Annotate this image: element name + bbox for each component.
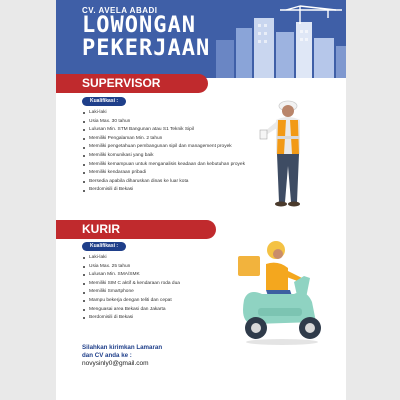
list-item: Memiliki Pengalaman Min. 2 tahun (82, 135, 262, 144)
list-item: Mampu bekerja dengan teliti dan cepat (82, 297, 262, 306)
qualification-pill (82, 242, 126, 251)
list-item: Memiliki Smartphone (82, 288, 262, 297)
list-item: Memiliki kendaraan pribadi (82, 169, 262, 178)
qualification-label: Kualifikasi : (90, 98, 119, 104)
qualification-pill (82, 97, 126, 106)
headline-line-2: PEKERJAAN (82, 36, 211, 61)
section-header-supervisor (56, 74, 208, 93)
section-title: KURIR (82, 222, 120, 236)
contact-email[interactable]: novysinly0@gmail.com (82, 360, 149, 367)
qualification-label: Kualifikasi : (90, 243, 119, 249)
list-item: Laki-laki (82, 109, 262, 118)
list-item: Lulusan Min. SMA/SMK (82, 271, 262, 280)
city-skyline-icon (196, 0, 346, 78)
supervisor-illustration-icon (256, 96, 316, 212)
company-name: CV. AVELA ABADI (82, 6, 158, 15)
headline-line-1: LOWONGAN (82, 13, 196, 38)
list-item: Memiliki SIM C aktif & kendaraan roda dua (82, 280, 262, 289)
list-item: Berdomisili di Bekasi (82, 314, 262, 323)
list-item: Usia Max. 30 tahun (82, 118, 262, 127)
contact-line-2: dan CV anda ke : (82, 351, 132, 359)
list-item: Usia Max. 25 tahun (82, 263, 262, 272)
contact-line-1: Silahkan kirimkan Lamaran (82, 344, 163, 351)
list-item: Laki-laki (82, 254, 262, 263)
job-poster (56, 0, 346, 400)
section-title: SUPERVISOR (82, 76, 161, 90)
contact-instructions (82, 344, 162, 359)
list-item: Bersedia apabila diharuskan dinas ke luar kota (82, 178, 262, 187)
list-item: Memiliki komunikasi yang baik (82, 152, 262, 161)
list-item: Menguasai area Bekasi dan Jakarta (82, 306, 262, 315)
list-item: Berdomisili di Bekasi (82, 186, 262, 195)
courier-scooter-illustration-icon (232, 238, 332, 346)
construction-crane-icon (280, 6, 342, 24)
list-item: Memiliki kemampuan untuk menganalisis keadaan dan kebutuhan proyek (82, 161, 262, 170)
header-banner (56, 0, 346, 78)
section-header-kurir (56, 220, 216, 239)
list-item: Memiliki pengetahuan pembangunan sipil dan management proyek (82, 143, 262, 152)
supervisor-qualification-list (82, 109, 262, 195)
list-item: Lulusan Min. STM Bangunan atau S1 Teknik Sipil (82, 126, 262, 135)
